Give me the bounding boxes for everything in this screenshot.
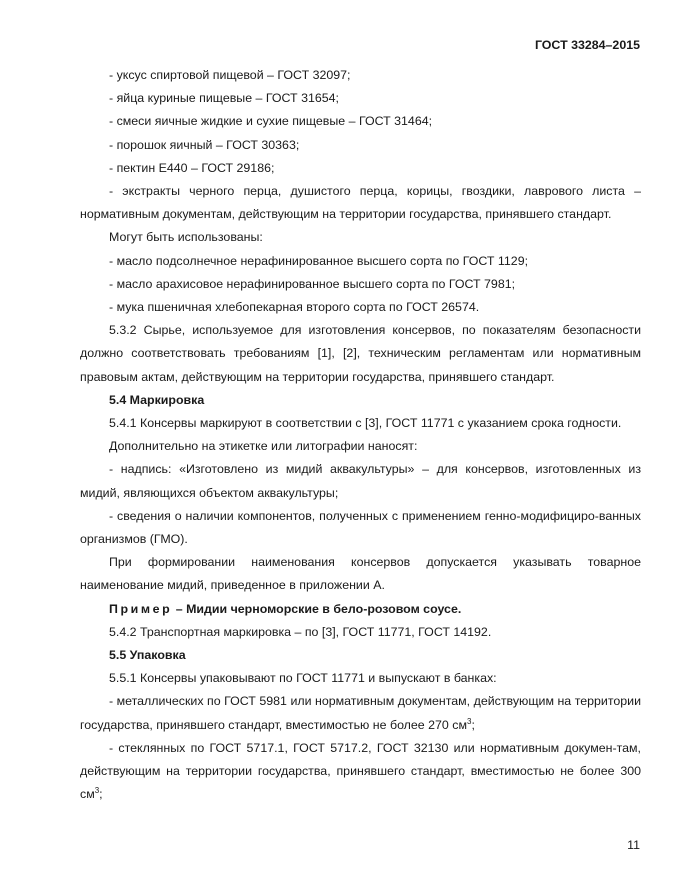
example-note bbox=[80, 598, 641, 621]
document-header: ГОСТ 33284–2015 bbox=[534, 38, 640, 52]
list-item: - масло арахисовое нерафинированное высшего сорта по ГОСТ 7981; bbox=[109, 276, 516, 291]
section-heading: 5.4 Маркировка bbox=[109, 392, 205, 407]
list-item: - яйца куриные пищевые – ГОСТ 31654; bbox=[109, 91, 339, 106]
list-item-text: - металлических по ГОСТ 5981 или нормативным документам, действующим на территории государства, принявшего стандарт, вместимостью не более 270 см bbox=[80, 694, 641, 732]
example-label: Пример bbox=[109, 601, 173, 616]
unit-superscript: 3 bbox=[466, 716, 472, 726]
list-item: - пектин Е440 – ГОСТ 29186; bbox=[109, 160, 275, 175]
paragraph: Дополнительно на этикетке или литографии наносят: bbox=[109, 439, 418, 454]
section-heading: 5.5 Упаковка bbox=[109, 648, 186, 663]
paragraph: 5.4.2 Транспортная маркировка – по [3], ГОСТ 11771, ГОСТ 14192. bbox=[109, 624, 492, 639]
list-item: - смеси яичные жидкие и сухие пищевые – ГОСТ 31464; bbox=[109, 114, 433, 129]
example-text: – Мидии черноморские в бело-розовом соусе. bbox=[172, 601, 462, 616]
list-item-tail: ; bbox=[99, 787, 103, 802]
list-item bbox=[80, 737, 641, 807]
paragraph: 5.4.1 Консервы маркируют в соответствии с [3], ГОСТ 11771 с указанием срока годности. bbox=[109, 416, 622, 431]
list-item: - сведения о наличии компонентов, полученных с применением генно-модифициро-ванных организмов (ГМО). bbox=[80, 508, 641, 547]
list-item: - мука пшеничная хлебопекарная второго сорта по ГОСТ 26574. bbox=[109, 300, 480, 315]
paragraph: 5.3.2 Сырье, используемое для изготовления консервов, по показателям безопасности должно соответствовать требованиям [1], [2], техническим регламентам или нормативным правовым актам, действующим на территории государства, принявшего стандарт. bbox=[80, 323, 641, 384]
list-item: - порошок яичный – ГОСТ 30363; bbox=[109, 137, 300, 152]
paragraph: 5.5.1 Консервы упаковывают по ГОСТ 11771 и выпускают в банках: bbox=[109, 671, 497, 686]
list-item: - экстракты черного перца, душистого перца, корицы, гвоздики, лаврового листа – нормативным документам, действующим на территории государства, принявшего стандарт. bbox=[80, 184, 641, 222]
paragraph: Могут быть использованы: bbox=[109, 230, 263, 245]
list-item: - уксус спиртовой пищевой – ГОСТ 32097; bbox=[109, 68, 351, 82]
page-number: 11 bbox=[627, 838, 640, 852]
list-item-tail: ; bbox=[471, 717, 475, 732]
list-item: - надпись: «Изготовлено из мидий аквакультуры» – для консервов, изготовленных из мидий, являющихся объектом аквакультуры; bbox=[80, 462, 641, 500]
paragraph: При формировании наименования консервов допускается указывать товарное наименование мидий, приведенное в приложении А. bbox=[80, 555, 641, 593]
list-item: - масло подсолнечное нерафинированное высшего сорта по ГОСТ 1129; bbox=[109, 253, 529, 268]
list-item bbox=[80, 690, 641, 736]
list-item-text: - стеклянных по ГОСТ 5717.1, ГОСТ 5717.2, ГОСТ 32130 или нормативным докумен-там, действующим на территории государства, принявшего стандарт, вместимостью не более 300 см bbox=[80, 740, 641, 802]
unit-superscript: 3 bbox=[94, 786, 100, 796]
document-body bbox=[80, 64, 641, 807]
